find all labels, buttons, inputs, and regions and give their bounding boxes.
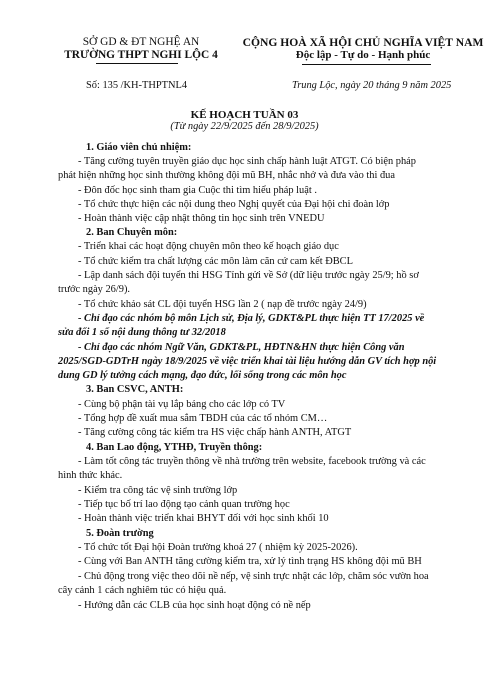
section-heading: 4. Ban Lao động, YTHĐ, Truyền thông: xyxy=(86,442,263,453)
body-line: - Hoàn thành việc triển khai BHYT đối với học sinh khối 10 xyxy=(78,513,329,524)
nation-title: CỘNG HOÀ XÃ HỘI CHỦ NGHĨA VIỆT NAM xyxy=(242,36,484,49)
body-line: sửa đổi 1 số nội dung thông tư 32/2018 xyxy=(58,327,226,338)
body-line: - Chỉ đạo các nhóm bộ môn Lịch sử, Địa lý, GDKT&PL thực hiện TT 17/2025 về xyxy=(78,313,425,324)
body-line: trước ngày 26/9). xyxy=(58,284,131,295)
body-line: - Tổ chức khảo sát CL đội tuyển HSG lần 2 ( nạp đề trước ngày 24/9) xyxy=(78,299,367,310)
issuer-block xyxy=(56,36,226,62)
school-name: TRƯỜNG THPT NGHI LỘC 4 xyxy=(64,49,218,61)
document-title: KẾ HOẠCH TUẦN 03 xyxy=(190,109,299,121)
section-heading: 2. Ban Chuyên môn: xyxy=(86,227,178,238)
section-heading: 1. Giáo viên chủ nhiệm: xyxy=(86,142,192,153)
body-line: - Tổ chức thực hiện các nội dung theo Nghị quyết của Đại hội chi đoàn lớp xyxy=(78,199,390,210)
body-line: 2025/SGD-GDTrH ngày 18/9/2025 về việc triển khai tài liệu hướng dẫn GV tích hợp nội xyxy=(58,356,437,367)
body-line: - Tăng cường tuyên truyền giáo dục học sinh chấp hành luật ATGT. Có biện pháp xyxy=(78,156,416,167)
issuer-underline xyxy=(96,63,178,64)
body-line: - Tiếp tục bố trí lao động tạo cảnh quan trường học xyxy=(78,499,290,510)
department-name: SỞ GD & ĐT NGHỆ AN xyxy=(82,36,200,48)
body-line: dung GD lý tưởng cách mạng, đạo đức, lối sống trong các môn học xyxy=(58,370,347,381)
body-line: - Lập danh sách đội tuyển thi HSG Tỉnh gửi về Sở (dữ liệu trước ngày 25/9; hồ sơ xyxy=(78,270,419,281)
body-line: - Hướng dẫn các CLB của học sinh hoạt động có nề nếp xyxy=(78,600,311,611)
body-line: - Triển khai các hoạt động chuyên môn theo kế hoạch giáo dục xyxy=(78,241,339,252)
document-subtitle: (Từ ngày 22/9/2025 đến 28/9/2025) xyxy=(170,121,319,132)
national-header xyxy=(238,36,488,62)
body-line: - Cùng bộ phận tài vụ lắp bảng cho các lớp có TV xyxy=(78,399,286,410)
body-line: - Đôn đốc học sinh tham gia Cuộc thi tìm hiểu pháp luật . xyxy=(78,185,317,196)
body-line: - Tăng cường công tác kiểm tra HS việc chấp hành ANTH, ATGT xyxy=(78,427,352,438)
section-heading: 3. Ban CSVC, ANTH: xyxy=(86,384,184,395)
body-line: - Hoàn thành việc cập nhật thông tin học sinh trên VNEDU xyxy=(78,213,325,224)
body-line: - Làm tốt công tác truyền thông về nhà trường trên website, facebook trường và các xyxy=(78,456,426,467)
body-line: - Tổ chức tốt Đại hội Đoàn trường khoá 27 ( nhiệm kỳ 2025-2026). xyxy=(78,542,358,553)
body-line: phát hiện những học sinh thường không đội mũ BH, nhắc nhở và đưa vào thi đua xyxy=(58,170,395,181)
place-date: Trung Lộc, ngày 20 tháng 9 năm 2025 xyxy=(292,80,452,91)
body-line: hình thức khác. xyxy=(58,470,123,481)
body-line: - Kiểm tra công tác vệ sinh trường lớp xyxy=(78,485,238,496)
body-line: - Tổ chức kiểm tra chất lượng các môn làm căn cứ cam kết ĐBCL xyxy=(78,256,353,267)
motto-underline xyxy=(302,64,431,65)
body-line: cây cảnh 1 cách nghiêm túc có hiệu quả. xyxy=(58,585,227,596)
document-number: Số: 135 /KH-THPTNL4 xyxy=(86,80,188,91)
section-heading: 5. Đoàn trường xyxy=(86,528,154,539)
body-line: - Chủ động trong việc theo dõi nề nếp, vệ sinh trực nhật các lớp, chăm sóc vườn hoa xyxy=(78,571,429,582)
body-line: - Tổng hợp đề xuất mua sắm TBDH của các tổ nhóm CM… xyxy=(78,413,328,424)
nation-motto: Độc lập - Tự do - Hạnh phúc xyxy=(295,49,431,61)
body-line: - Chỉ đạo các nhóm Ngữ Văn, GDKT&PL, HĐTN&HN thực hiện Công văn xyxy=(78,342,405,353)
body-line: - Cùng với Ban ANTH tăng cường kiểm tra, xử lý tình trạng HS không đội mũ BH xyxy=(78,556,422,567)
